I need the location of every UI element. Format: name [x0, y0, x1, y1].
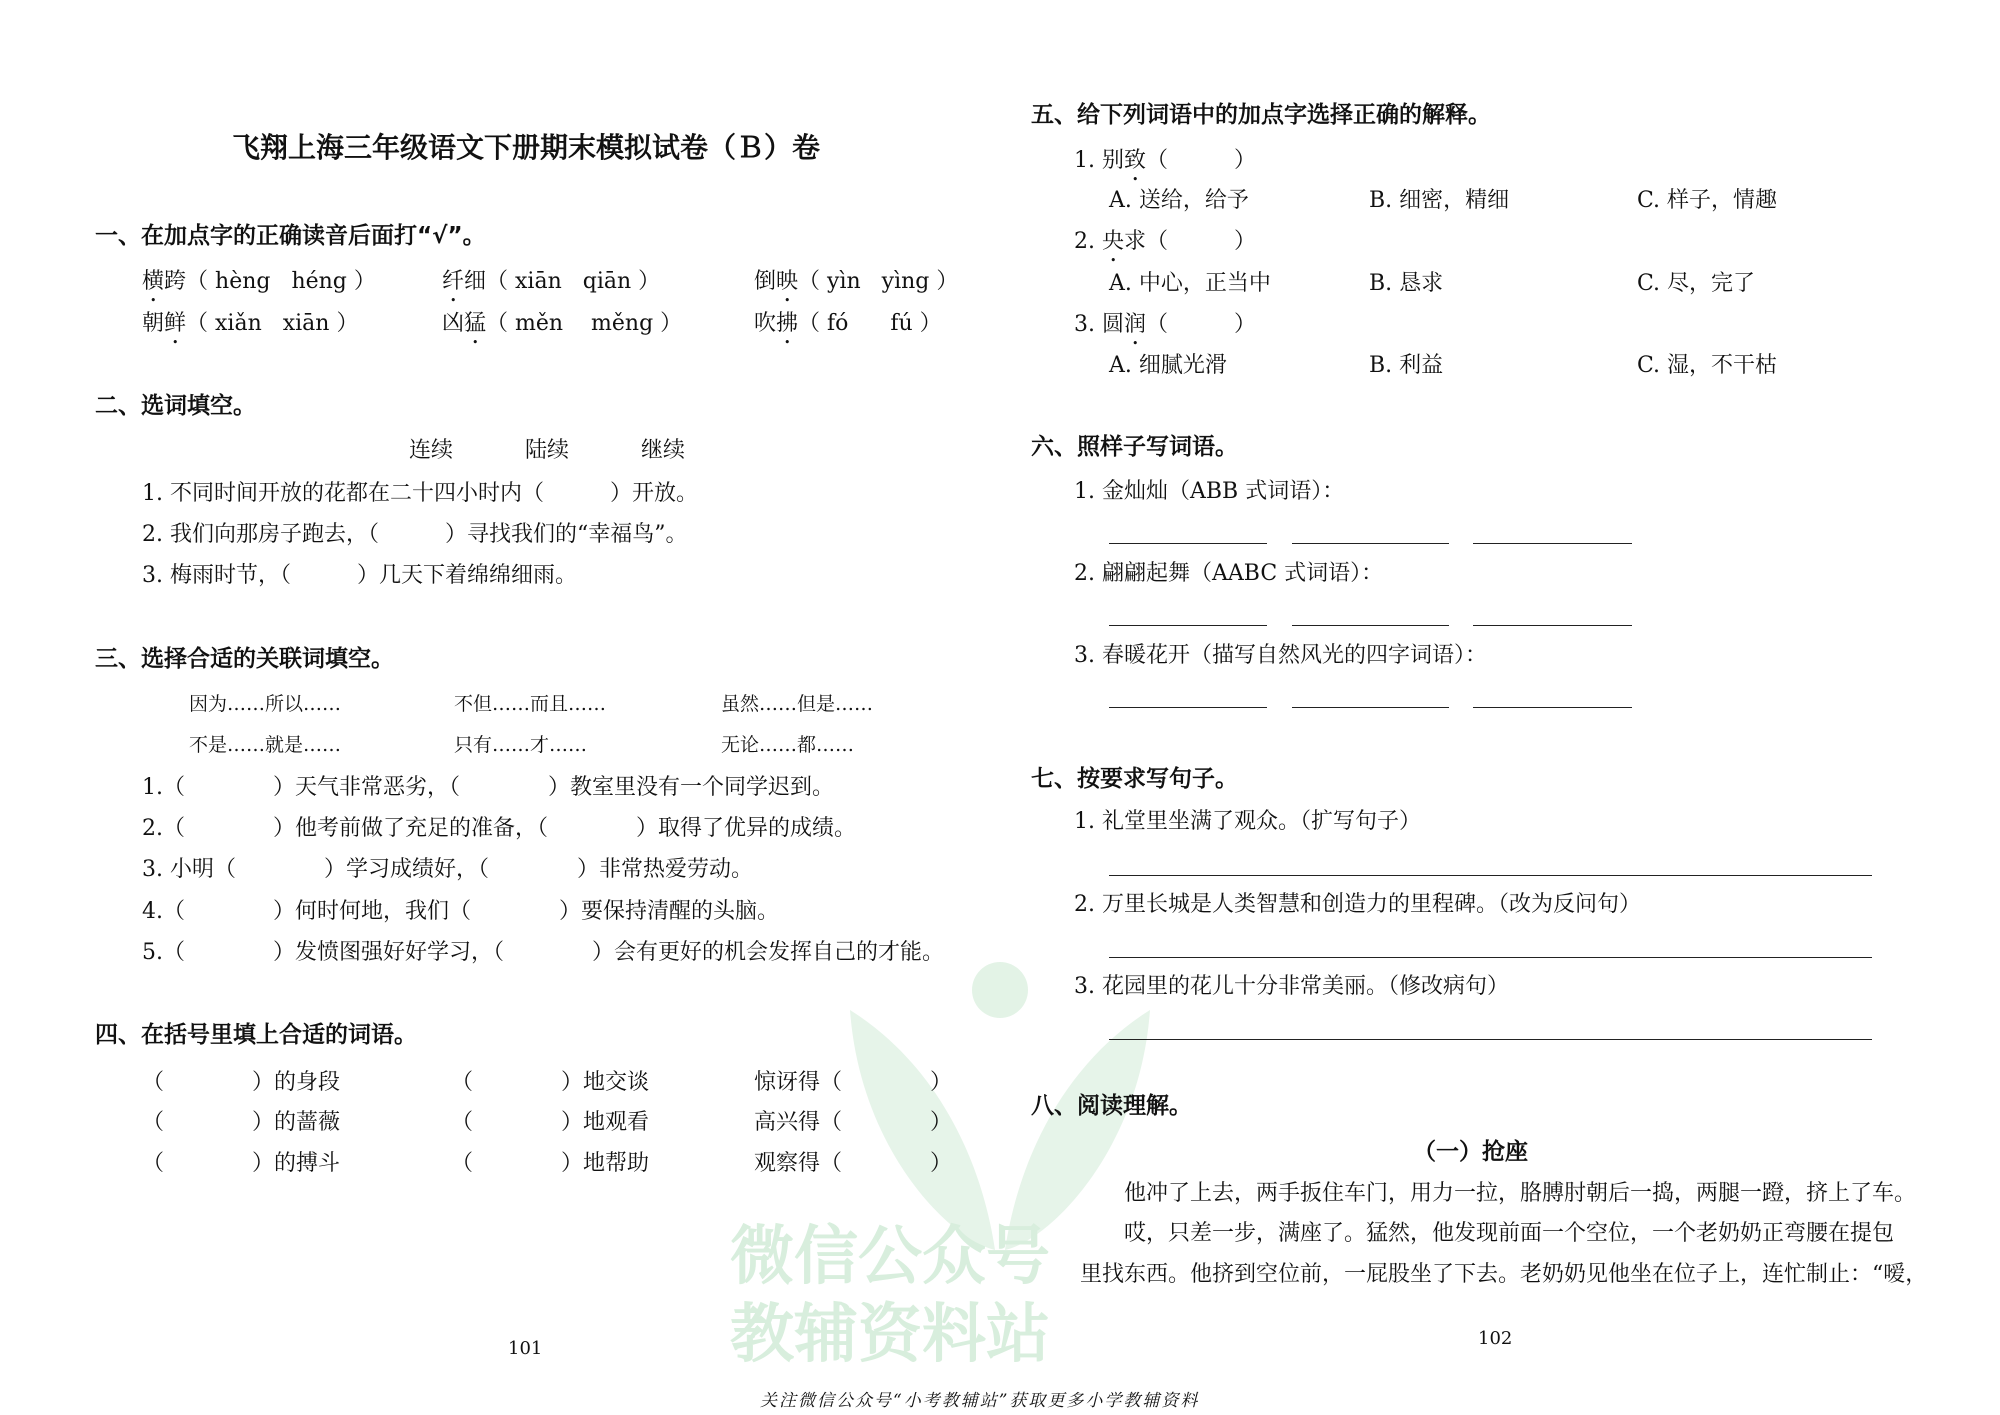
- reading-line: 里找东西。他挤到空位前，一屁股坐了下去。老奶奶见他坐在位子上，连忙制止：“嗳，: [1080, 1262, 1928, 1287]
- page-number-left: 101: [508, 1338, 543, 1359]
- option-c: C. 样子，情趣: [1637, 188, 1778, 213]
- pinyin-item: 纤细（ xiān qiān ）: [442, 269, 661, 294]
- question-item: 2.（ ）他考前做了充足的准备，（ ）取得了优异的成绩。: [142, 816, 856, 841]
- section-3-heading: 三、选择合适的关联词填空。: [95, 646, 394, 672]
- answer-line: [1109, 707, 1267, 708]
- option-c: C. 湿，不干枯: [1637, 353, 1778, 378]
- question-item: 3. 花园里的花儿十分非常美丽。（修改病句）: [1074, 974, 1509, 999]
- conjunction-choice: 不是……就是……: [189, 734, 342, 756]
- answer-line: [1109, 957, 1872, 958]
- word-choice: 陆续: [525, 438, 570, 463]
- section-5-heading: 五、给下列词语中的加点字选择正确的解释。: [1031, 102, 1491, 128]
- answer-line: [1292, 707, 1449, 708]
- reading-line: 哎，只差一步，满座了。猛然，他发现前面一个空位，一个老奶奶正弯腰在提包: [1124, 1221, 1895, 1246]
- pinyin-item: 横跨（ hèng héng ）: [142, 269, 376, 294]
- question-item: 3. 春暖花开（描写自然风光的四字词语）：: [1074, 643, 1487, 668]
- option-c: C. 尽，完了: [1637, 271, 1756, 296]
- section-2-heading: 二、选词填空。: [95, 393, 256, 419]
- pinyin-item: 凶猛（ měn měng ）: [442, 311, 683, 336]
- word-choice: 继续: [641, 438, 686, 463]
- fill-item: （ ）的搏斗: [142, 1151, 341, 1176]
- conjunction-choice: 不但……而且……: [454, 693, 607, 715]
- option-b: B. 利益: [1369, 353, 1444, 378]
- fill-item: （ ）的蔷薇: [142, 1110, 341, 1135]
- pinyin-item: 吹拂（ fó fú ）: [754, 311, 942, 336]
- fill-item: （ ）地帮助: [451, 1151, 650, 1176]
- option-a: A. 送给，给予: [1109, 188, 1249, 213]
- question-item: 1. 不同时间开放的花都在二十四小时内（ ）开放。: [142, 481, 698, 506]
- option-a: A. 中心，正当中: [1109, 271, 1271, 296]
- answer-line: [1109, 625, 1267, 626]
- page-number-right: 102: [1478, 1328, 1513, 1349]
- fill-item: 惊讶得（ ）: [754, 1070, 953, 1095]
- reading-title: （一）抢座: [1413, 1139, 1528, 1165]
- section-8-heading: 八、阅读理解。: [1031, 1093, 1192, 1119]
- answer-line: [1473, 543, 1632, 544]
- answer-line: [1109, 875, 1872, 876]
- word-item: 1. 别致（ ）: [1074, 148, 1257, 173]
- section-6-heading: 六、照样子写词语。: [1031, 434, 1238, 460]
- question-item: 1.（ ）天气非常恶劣，（ ）教室里没有一个同学迟到。: [142, 775, 834, 800]
- watermark-text-1: 微信公众号: [730, 1220, 1050, 1294]
- fill-item: 高兴得（ ）: [754, 1110, 953, 1135]
- question-item: 2. 翩翩起舞（AABC 式词语）：: [1074, 561, 1384, 586]
- fill-item: 观察得（ ）: [754, 1151, 953, 1176]
- question-item: 2. 万里长城是人类智慧和创造力的里程碑。（改为反问句）: [1074, 892, 1641, 917]
- conjunction-choice: 因为……所以……: [189, 693, 342, 715]
- question-item: 2. 我们向那房子跑去，（ ）寻找我们的“幸福鸟”。: [142, 522, 688, 547]
- answer-line: [1292, 543, 1449, 544]
- footer-note: 关注微信公众号“小考教辅站”获取更多小学教辅资料: [760, 1391, 1200, 1411]
- fill-item: （ ）的身段: [142, 1070, 341, 1095]
- conjunction-choice: 虽然……但是……: [721, 693, 874, 715]
- watermark-text-2: 教辅资料站: [730, 1298, 1050, 1372]
- question-item: 4.（ ）何时何地，我们（ ）要保持清醒的头脑。: [142, 899, 779, 924]
- option-b: B. 恳求: [1369, 271, 1444, 296]
- question-item: 1. 礼堂里坐满了观众。（扩写句子）: [1074, 809, 1421, 834]
- fill-item: （ ）地交谈: [451, 1070, 650, 1095]
- answer-line: [1109, 543, 1267, 544]
- option-a: A. 细腻光滑: [1109, 353, 1227, 378]
- answer-line: [1473, 707, 1632, 708]
- section-1-heading: 一、在加点字的正确读音后面打“√”。: [95, 223, 486, 249]
- option-b: B. 细密，精细: [1369, 188, 1510, 213]
- answer-line: [1473, 625, 1632, 626]
- pinyin-item: 朝鲜（ xiǎn xiān ）: [142, 311, 359, 336]
- question-item: 3. 梅雨时节，（ ）几天下着绵绵细雨。: [142, 563, 577, 588]
- section-4-heading: 四、在括号里填上合适的词语。: [95, 1022, 417, 1048]
- answer-line: [1109, 1039, 1872, 1040]
- fill-item: （ ）地观看: [451, 1110, 650, 1135]
- reading-line: 他冲了上去，两手扳住车门，用力一拉，胳膊肘朝后一捣，两腿一蹬，挤上了车。: [1124, 1181, 1917, 1206]
- word-choice: 连续: [409, 438, 454, 463]
- conjunction-choice: 无论……都……: [721, 734, 855, 756]
- page-title: 飞翔上海三年级语文下册期末模拟试卷（Ｂ）卷: [232, 131, 821, 164]
- word-item: 2. 央求（ ）: [1074, 229, 1257, 254]
- word-item: 3. 圆润（ ）: [1074, 312, 1257, 337]
- question-item: 1. 金灿灿（ABB 式词语）：: [1074, 479, 1345, 504]
- question-item: 5.（ ）发愤图强好好学习，（ ）会有更好的机会发挥自己的才能。: [142, 940, 944, 965]
- pinyin-item: 倒映（ yìn yìng ）: [754, 269, 959, 294]
- answer-line: [1292, 625, 1449, 626]
- section-7-heading: 七、按要求写句子。: [1031, 766, 1238, 792]
- conjunction-choice: 只有……才……: [454, 734, 588, 756]
- question-item: 3. 小明（ ）学习成绩好，（ ）非常热爱劳动。: [142, 857, 753, 882]
